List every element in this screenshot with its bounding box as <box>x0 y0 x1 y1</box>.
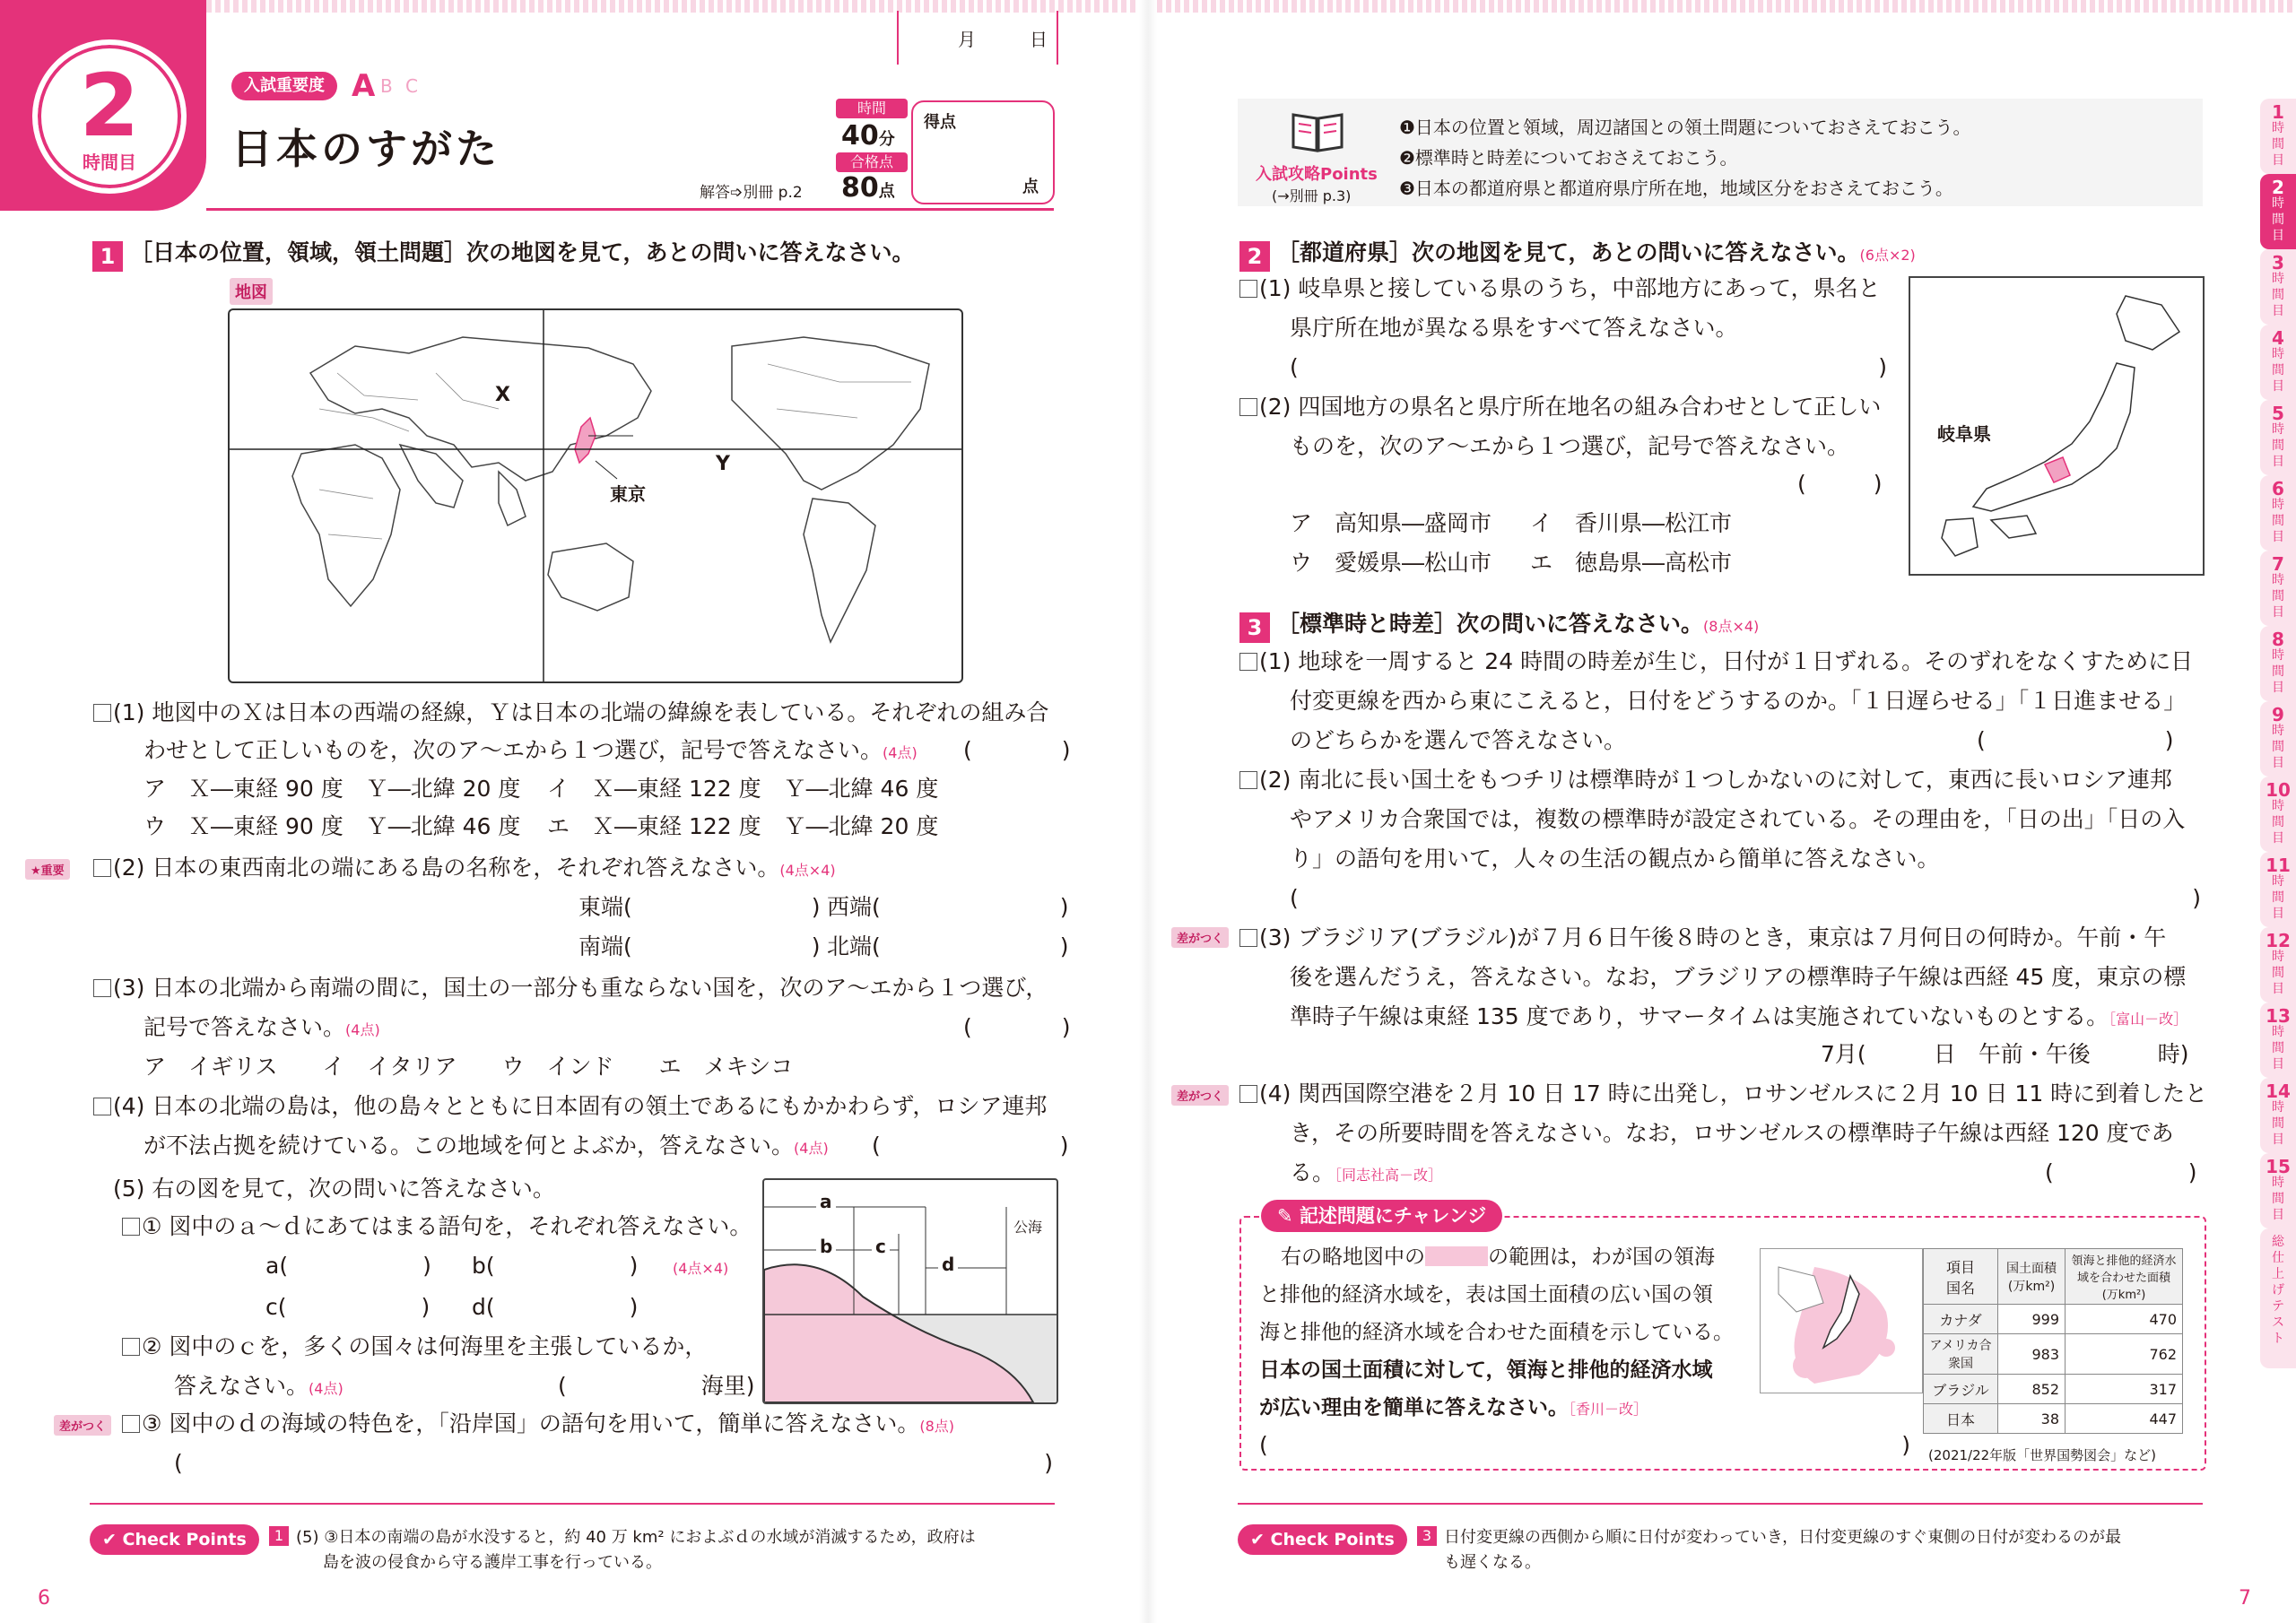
table-corner <box>1924 1249 1998 1305</box>
s1-q5-3 <box>122 1404 954 1446</box>
side-tab-6[interactable]: 6 時 間 目 <box>2260 475 2296 551</box>
s1-q2 <box>93 848 836 890</box>
points-item-1: ❶日本の位置と領域，周辺諸国との領土問題についておさえておこう。 <box>1399 117 1971 138</box>
s1-q5-2-line1 <box>122 1327 707 1367</box>
score-unit: 点 <box>1022 178 1039 196</box>
s2-opt-e: エ 徳島県―高松市 <box>1530 550 1733 576</box>
s3-q2-line3: り」の語句を用いて，人々の生活の観点から簡単に答えなさい。 <box>1290 846 1940 872</box>
row-sea: 762 <box>2066 1334 2183 1375</box>
s3-q1-line2: 付変更線を西から東にこえると，日付をどうするのか。「１日遅らせる」「１日進ませる」 <box>1290 688 2187 714</box>
map-label-tokyo: 東京 <box>610 483 646 505</box>
s2-q1-text-1: (1) 岐阜県と接している県のうち，中部地方にあって，県名と <box>1259 275 1881 301</box>
side-tab-4[interactable]: 4 時 間 目 <box>2260 325 2296 400</box>
table-col1-header: 国土面積 (万km²) <box>1998 1249 2066 1305</box>
s1-q5-1 <box>122 1207 752 1246</box>
page-title: 日本のすがた <box>231 125 500 173</box>
s1-q5-1-points: (4点×4) <box>673 1260 729 1277</box>
area-table <box>1923 1248 2183 1434</box>
eez-map-svg <box>1761 1249 1922 1393</box>
checkbox[interactable] <box>122 1218 140 1236</box>
row-sea: 317 <box>2066 1375 2183 1404</box>
challenge-line1 <box>1281 1237 1715 1277</box>
challenge-line4: 日本の国土面積に対して，領海と排他的経済水域 <box>1259 1358 1713 1382</box>
s3-q4-line2: き，その所要時間を答えなさい。なお，ロサンゼルスの標準時子午線は西経 120 度であ <box>1290 1120 2174 1146</box>
section-1-heading <box>92 235 915 272</box>
challenge-title-text: 記述問題にチャレンジ <box>1299 1205 1487 1227</box>
check-num-left: 1 <box>269 1526 289 1546</box>
sea-zone-figure <box>762 1178 1058 1404</box>
page-number-right: 7 <box>2239 1587 2251 1610</box>
s1-q1-opt-e: エ Ｘ―東経 122 度 Ｙ―北緯 20 度 <box>547 813 939 839</box>
challenge-source: ［香川－改］ <box>1569 1401 1648 1418</box>
s1-q1-answer[interactable]: ( ) <box>963 737 1071 763</box>
row-country: カナダ <box>1924 1305 1998 1334</box>
date-month: 月 <box>958 29 976 50</box>
row-land: 999 <box>1998 1305 2066 1334</box>
s3-q4-answer[interactable]: ( ) <box>2045 1159 2197 1185</box>
answer-ref: 解答➩別冊 p.2 <box>700 184 803 202</box>
checkbox[interactable] <box>122 1415 140 1433</box>
difference-tag-3: 差がつく <box>1171 1085 1229 1106</box>
s1-q1-opt-i: イ Ｘ―東経 122 度 Ｙ―北緯 46 度 <box>547 776 939 802</box>
map-tag: 地図 <box>230 278 273 305</box>
check-text-left-2: 島を波の侵食から守る護岸工事を行っている。 <box>323 1553 662 1572</box>
south-label: 南端 <box>578 933 624 959</box>
s1-q4-text-1: (4) 日本の北端の島は，他の島々とともに日本固有の領土であるにもかかわらず，ロシア連邦 <box>113 1093 1048 1119</box>
s1-q1-points: (4点) <box>883 744 918 761</box>
north-label: 北端 <box>827 933 873 959</box>
s3-q1-line1 <box>1239 642 2193 681</box>
s1-q5-2-answer[interactable]: ( 海里) <box>558 1373 755 1399</box>
book-icon <box>1290 109 1345 152</box>
nautical-mile-unit: 海里 <box>700 1373 746 1399</box>
check-num-right: 3 <box>1417 1526 1437 1546</box>
side-tab-8[interactable]: 8 時 間 目 <box>2260 626 2296 701</box>
s1-q3-text-1: (3) 日本の北端から南端の間に，国土の一部分も重ならない国を，次のア～エから１つ選び， <box>113 975 1048 1001</box>
s1-q5-2-text-1: ② 図中のｃを，多くの国々は何海里を主張しているか， <box>142 1333 708 1359</box>
time-number: 40 <box>841 120 879 152</box>
section-2-title: ［都道府県］次の地図を見て，あとの問いに答えなさい。 <box>1277 239 1860 265</box>
difference-tag-2: 差がつく <box>1171 927 1229 948</box>
s3-q2-answer[interactable]: ( ) <box>1290 885 2201 911</box>
row-country: ブラジル <box>1924 1375 1998 1404</box>
s3-q4-source: ［同志社高－改］ <box>1335 1167 1443 1184</box>
s1-q5-3-text: ③ 図中のｄの海域の特色を，「沿岸国」の語句を用いて，簡単に答えなさい。 <box>142 1410 920 1436</box>
points-item-3: ❸日本の都道府県と都道府県庁所在地，地域区分をおさえておこう。 <box>1399 178 1953 199</box>
check-rule-right <box>1238 1503 2203 1505</box>
checkbox[interactable] <box>93 979 111 997</box>
importance-level-a: A <box>352 68 376 104</box>
s1-q2-west[interactable]: 西端( ) <box>827 894 1069 920</box>
map-label-x: X <box>495 384 510 406</box>
side-tab-11[interactable]: 11 時 間 目 <box>2260 852 2296 927</box>
s2-q1-line1 <box>1239 269 1881 308</box>
importance-label: 入試重要度 <box>244 76 325 95</box>
checkbox[interactable] <box>1239 771 1257 789</box>
checkbox[interactable] <box>93 1098 111 1115</box>
header-divider <box>206 208 1054 211</box>
s1-q3-points: (4点) <box>345 1021 380 1038</box>
s1-q4-line1 <box>93 1087 1047 1126</box>
s3-q3-text-3: 準時子午線は東経 135 度であり，サマータイムは実施されていないものとする。 <box>1290 1003 2109 1029</box>
check-text-right-2: も遅くなる。 <box>1444 1553 1541 1572</box>
s2-q1-answer[interactable]: ( ) <box>1290 354 1887 380</box>
time-unit: 分 <box>878 130 895 149</box>
points-ref: (→別冊 p.3) <box>1272 187 1352 204</box>
check-label-right: Check Points <box>1270 1530 1395 1549</box>
japan-map-label: 岐阜県 <box>1937 423 1991 445</box>
challenge-line2: と排他的経済水域を，表は国土面積の広い国の領 <box>1259 1283 1713 1306</box>
side-tab-2[interactable]: 2 時 間 目 <box>2260 174 2296 249</box>
checkbox[interactable] <box>1239 280 1257 298</box>
table-col2-header: 領海と排他的経済水域を合わせた面積(万km²) <box>2066 1249 2183 1305</box>
lesson-unit: 時間目 <box>83 152 136 173</box>
world-map <box>228 308 963 683</box>
challenge-line5 <box>1259 1388 1648 1429</box>
s1-q1-text-1: (1) 地図中のＸは日本の西端の経線，Ｙは日本の北端の緯線を表している。それぞれの組み合 <box>113 699 1049 725</box>
s1-q2-east[interactable]: 東端( ) <box>578 894 821 920</box>
s2-q2-line2: ものを，次のア～エから１つ選び，記号で答えなさい。 <box>1290 433 1850 459</box>
date-day: 日 <box>1030 29 1048 50</box>
side-tab-9[interactable]: 9 時 間 目 <box>2260 701 2296 777</box>
row-land: 983 <box>1998 1334 2066 1375</box>
s3-q3-source: ［富山－改］ <box>2109 1011 2188 1028</box>
s1-q5-1-text: ① 図中のａ～ｄにあてはまる語句を，それぞれ答えなさい。 <box>142 1213 752 1239</box>
s2-opt-i: イ 香川県―松江市 <box>1530 510 1733 536</box>
row-sea: 470 <box>2066 1305 2183 1334</box>
row-land: 852 <box>1998 1375 2066 1404</box>
side-tab-10[interactable]: 10 時 間 目 <box>2260 777 2296 852</box>
pass-number: 80 <box>841 172 879 204</box>
book-svg <box>1290 109 1345 152</box>
points-item-2: ❷標準時と時差についておさえておこう。 <box>1399 147 1738 169</box>
checkbox[interactable] <box>1239 929 1257 947</box>
score-label: 得点 <box>924 113 956 132</box>
s1-q1-line1 <box>93 693 1048 733</box>
s3-q4-line1 <box>1239 1074 2207 1114</box>
q5-a-label: a <box>265 1253 280 1279</box>
s3-q3-month: 7月( <box>1821 1041 1866 1067</box>
importance-badge <box>231 72 337 100</box>
world-map-svg <box>230 310 961 681</box>
check-rule-left <box>90 1503 1055 1505</box>
challenge-l1b: の範囲は，わが国の領海 <box>1488 1245 1715 1269</box>
checkbox[interactable] <box>1239 398 1257 416</box>
s3-q3-day: 日 午前・午後 <box>1933 1041 2091 1067</box>
fig-label-c: c <box>872 1236 890 1257</box>
page-number-left: 6 <box>38 1587 50 1610</box>
s1-q5-3-points: (8点) <box>919 1418 955 1435</box>
row-country: アメリカ合衆国 <box>1924 1334 1998 1375</box>
s3-q1-answer[interactable]: ( ) <box>1977 727 2174 753</box>
gutter <box>1139 0 1157 1623</box>
s3-q3-line2: 後を選んだうえ，答えなさい。なお，ブラジリアの標準時子午線は西経 45 度，東京の標 <box>1290 964 2187 990</box>
section-2-number: 2 <box>1239 241 1270 272</box>
east-label: 東端 <box>578 894 624 920</box>
map-label-y: Y <box>716 453 730 475</box>
checkbox[interactable] <box>1239 1085 1257 1103</box>
fig-label-b: b <box>816 1236 836 1257</box>
s3-q2-text-1: (2) 南北に長い国土をもつチリは標準時が１つしかないのに対して，東西に長いロシア連邦 <box>1259 767 2172 793</box>
fig-label-a: a <box>816 1191 836 1212</box>
checkbox[interactable] <box>93 859 111 877</box>
check-text-right-1: 日付変更線の西側から順に日付が変わっていき，日付変更線のすぐ東側の日付が変わるのが最 <box>1444 1528 2122 1547</box>
check-text-left-1: (5) ③日本の南端の島が水没すると，約 40 万 km² におよぶｄの水域が消滅するため，政府は <box>296 1528 976 1547</box>
side-tab-5[interactable]: 5 時 間 目 <box>2260 400 2296 475</box>
points-title: 入試攻略Points <box>1256 165 1378 184</box>
section-3-heading <box>1239 606 1759 643</box>
section-3-points: (8点×4) <box>1703 618 1760 635</box>
section-1-title: ［日本の位置，領域，領土問題］次の地図を見て，あとの問いに答えなさい。 <box>130 239 915 265</box>
q5-c-label: c <box>265 1294 278 1320</box>
section-3-title: ［標準時と時差］次の問いに答えなさい。 <box>1277 611 1704 637</box>
s1-q5-c[interactable]: c( ) <box>265 1294 430 1320</box>
pass-label: 合格点 <box>836 152 908 172</box>
importance-level-b: B <box>380 75 393 97</box>
pass-unit: 点 <box>878 182 895 201</box>
s1-q3-answer[interactable]: ( ) <box>963 1014 1071 1040</box>
section-3-number: 3 <box>1239 612 1270 643</box>
checkbox[interactable] <box>93 704 111 722</box>
s1-q1-opt-a: ア Ｘ―東経 90 度 Ｙ―北緯 20 度 <box>144 776 521 802</box>
s3-q3-hour: 時) <box>2157 1041 2189 1067</box>
s1-q1-text-2: わせとして正しいものを，次のア～エから１つ選び，記号で答えなさい。 <box>144 737 883 763</box>
importance-level-c: C <box>405 75 418 97</box>
challenge-title: ✎ 記述問題にチャレンジ <box>1261 1200 1502 1232</box>
s1-q5-2-text-2: 答えなさい。 <box>174 1373 309 1399</box>
section-2-points: (6点×2) <box>1859 247 1916 264</box>
s3-q3-text-1: (3) ブラジリア(ブラジル)が７月６日午後８時のとき，東京は７月何日の何時か。午前・午 <box>1259 924 2167 950</box>
lesson-number: 2 <box>79 56 140 156</box>
s1-q2-south[interactable]: 南端( ) <box>578 933 821 959</box>
difference-tag-1: 差がつく <box>54 1415 111 1436</box>
check-points-right: ✔ Check Points <box>1238 1524 1407 1555</box>
s1-q1-line2 <box>144 731 918 773</box>
row-country: 日本 <box>1924 1404 1998 1434</box>
section-2-heading <box>1239 235 1916 272</box>
s1-q2-north[interactable]: 北端( ) <box>827 933 1069 959</box>
fig-label-high-seas: 公海 <box>1013 1216 1042 1237</box>
fig-label-d: d <box>938 1254 958 1275</box>
s1-q2-text: (2) 日本の東西南北の端にある島の名称を，それぞれ答えなさい。 <box>113 855 780 881</box>
challenge-line3: 海と排他的経済水域を合わせた面積を示している。 <box>1259 1321 1734 1344</box>
s1-q3-line1 <box>93 968 1048 1008</box>
side-tab-12[interactable]: 12 時 間 目 <box>2260 927 2296 1002</box>
s2-q2-line1 <box>1239 387 1881 427</box>
s1-q3-options: ア イギリス イ イタリア ウ インド エ メキシコ <box>144 1054 794 1080</box>
s1-q5-d[interactable]: d( ) <box>472 1294 639 1320</box>
s1-q1-opt-u: ウ Ｘ―東経 90 度 Ｙ―北緯 46 度 <box>144 813 521 839</box>
s1-q3-line2 <box>144 1008 380 1050</box>
s1-q4-line2 <box>144 1126 829 1168</box>
s3-q1-text-1: (1) 地球を一周すると 24 時間の時差が生じ，日付が１日ずれる。そのずれをなくすために日 <box>1259 648 2194 674</box>
s3-q3-line1 <box>1239 918 2166 958</box>
side-tab-13[interactable]: 13 時 間 目 <box>2260 1002 2296 1078</box>
side-tab-3[interactable]: 3 時 間 目 <box>2260 249 2296 325</box>
s3-q3-line3 <box>1290 997 2187 1039</box>
s1-q4-points: (4点) <box>794 1140 829 1157</box>
eez-map <box>1760 1248 1923 1393</box>
checkbox[interactable] <box>122 1338 140 1356</box>
row-land: 38 <box>1998 1404 2066 1434</box>
s1-q3-text-2: 記号で答えなさい。 <box>144 1014 346 1040</box>
s3-q4-line3 <box>1290 1153 1442 1195</box>
s2-opt-a: ア 高知県―盛岡市 <box>1290 510 1492 536</box>
legend-swatch <box>1425 1246 1488 1266</box>
s3-q2-line2: やアメリカ合衆国では，複数の標準時が設定されている。その理由を，「日の出」「日の入 <box>1290 806 2186 832</box>
s2-opt-u: ウ 愛媛県―松山市 <box>1290 550 1492 576</box>
time-label: 時間 <box>836 99 908 118</box>
s1-q5-3-answer[interactable]: ( ) <box>174 1450 1053 1476</box>
west-label: 西端 <box>827 894 873 920</box>
table-header-country: 国名 <box>1945 1279 1975 1297</box>
table-row <box>1924 1404 2183 1434</box>
s1-q5: (5) 右の図を見て，次の問いに答えなさい。 <box>113 1176 555 1202</box>
checkbox[interactable] <box>1239 653 1257 671</box>
table-header-item: 項目 <box>1945 1258 1975 1276</box>
check-label-left: Check Points <box>122 1530 247 1549</box>
s2-q1-line2: 県庁所在地が異なる県をすべて答えなさい。 <box>1290 315 1738 341</box>
s2-q2-answer[interactable]: ( ) <box>1797 471 1883 497</box>
side-tab-15[interactable]: 15 時 間 目 <box>2260 1153 2296 1228</box>
table-row <box>1924 1375 2183 1404</box>
s3-q1-line3: のどちらかを選んで答えなさい。 <box>1290 727 1627 753</box>
q5-b-label: b <box>472 1253 486 1279</box>
time-value <box>841 120 895 152</box>
table-row <box>1924 1305 2183 1334</box>
check-points-left: ✔ Check Points <box>90 1524 259 1555</box>
s1-q4-text-2: が不法占拠を続けている。この地域を何とよぶか，答えなさい。 <box>144 1133 795 1159</box>
s1-q4-answer[interactable]: ( ) <box>872 1133 1069 1159</box>
side-tab-1[interactable]: 1 時 間 目 <box>2260 99 2296 174</box>
s1-q5-a[interactable]: a( ) <box>265 1253 431 1279</box>
s3-q4-text-3: る。 <box>1290 1159 1335 1185</box>
table-row <box>1924 1334 2183 1375</box>
table-source: (2021/22年版「世界国勢図会」など) <box>1928 1447 2157 1463</box>
s3-q2-line1 <box>1239 760 2172 800</box>
q5-d-label: d <box>472 1294 486 1320</box>
s1-q5-2-line2 <box>174 1367 344 1409</box>
side-tab-7[interactable]: 7 時 間 目 <box>2260 551 2296 626</box>
sea-zone-svg <box>764 1180 1057 1402</box>
side-tab-14[interactable]: 14 時 間 目 <box>2260 1078 2296 1153</box>
section-1-number: 1 <box>92 241 123 272</box>
s2-q2-text-1: (2) 四国地方の県名と県庁所在地名の組み合わせとして正しい <box>1259 394 1882 420</box>
s3-q3-answer[interactable] <box>1821 1035 2188 1074</box>
challenge-l1a: 右の略地図中の <box>1281 1245 1425 1269</box>
pass-value <box>841 172 895 204</box>
challenge-l5: が広い理由を簡単に答えなさい。 <box>1259 1396 1569 1419</box>
important-tag: ★重要 <box>25 859 70 880</box>
row-sea: 447 <box>2066 1404 2183 1434</box>
s1-q5-2-points: (4点) <box>309 1380 344 1397</box>
side-tab-16[interactable]: 総 仕 上 げ テ ス ト <box>2260 1228 2296 1368</box>
important-tag-label: 重要 <box>40 864 65 878</box>
s3-q4-text-1: (4) 関西国際空港を２月 10 日 17 時に出発し，ロサンゼルスに２月 10 日 11 時に到着したと <box>1259 1081 2208 1107</box>
area-table-grid <box>1923 1248 2183 1434</box>
s1-q5-b[interactable]: b( ) <box>472 1253 639 1279</box>
s1-q2-points: (4点×4) <box>779 862 836 879</box>
challenge-answer[interactable]: ( ) <box>1259 1432 1910 1458</box>
